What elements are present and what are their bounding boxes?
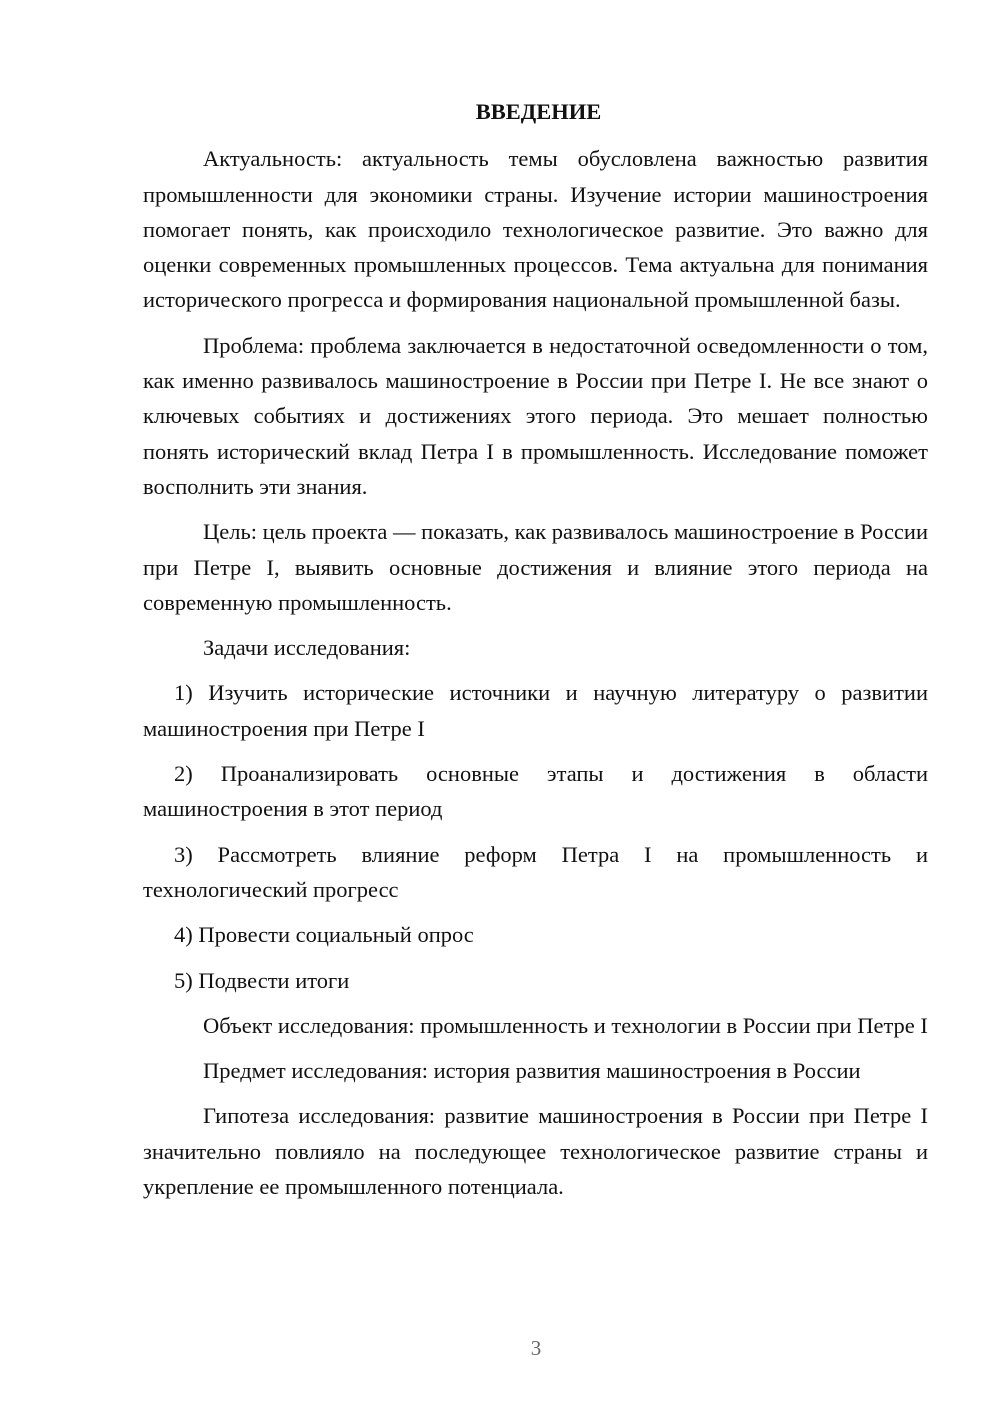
- goal-paragraph: Цель: цель проекта — показать, как развивалось машиностроение в России при Петре I, выявить основные достижения и влияние этого периода на современную промышленность.: [143, 519, 928, 615]
- hypothesis-paragraph: Гипотеза исследования: развитие машиностроения в России при Петре I значительно повлияло на последующее технологическое развитие страны и укрепление ее промышленного потенциала.: [143, 1103, 928, 1200]
- object-paragraph: Объект исследования: промышленность и технологии в России при Петре I: [203, 1012, 928, 1038]
- task-item: 4) Провести социальный опрос: [174, 922, 474, 948]
- section-heading: ВВЕДЕНИЕ: [475, 99, 602, 124]
- relevance-paragraph: Актуальность: актуальность темы обусловлена важностью развития промышленности для экономики страны. Изучение истории машиностроения помогает понять, как происходило технологическое развитие. Это важно для оценки современных промышленных процессов. Тема актуальна для понимания исторического прогресса и формирования национальной промышленной базы.: [143, 146, 928, 313]
- subject-paragraph: Предмет исследования: история развития машиностроения в России: [203, 1058, 861, 1084]
- task-item: 5) Подвести итоги: [174, 967, 350, 993]
- task-item: 2) Проанализировать основные этапы и достижения в области машиностроения в этот период: [143, 761, 928, 822]
- problem-paragraph: Проблема: проблема заключается в недостаточной осведомленности о том, как именно развивалось машиностроение в России при Петре I. Не все знают о ключевых событиях и достижениях этого периода. Это мешает полностью понять исторический вклад Петра I в промышленность. Исследование поможет восполнить эти знания.: [143, 332, 928, 499]
- task-item: 1) Изучить исторические источники и научную литературу о развитии машиностроения при Петре I: [143, 680, 928, 741]
- document-page: [143, 94, 928, 1214]
- tasks-title: Задачи исследования:: [203, 635, 411, 661]
- page-number: 3: [530, 1336, 542, 1360]
- task-item: 3) Рассмотреть влияние реформ Петра I на промышленность и технологический прогресс: [143, 841, 928, 902]
